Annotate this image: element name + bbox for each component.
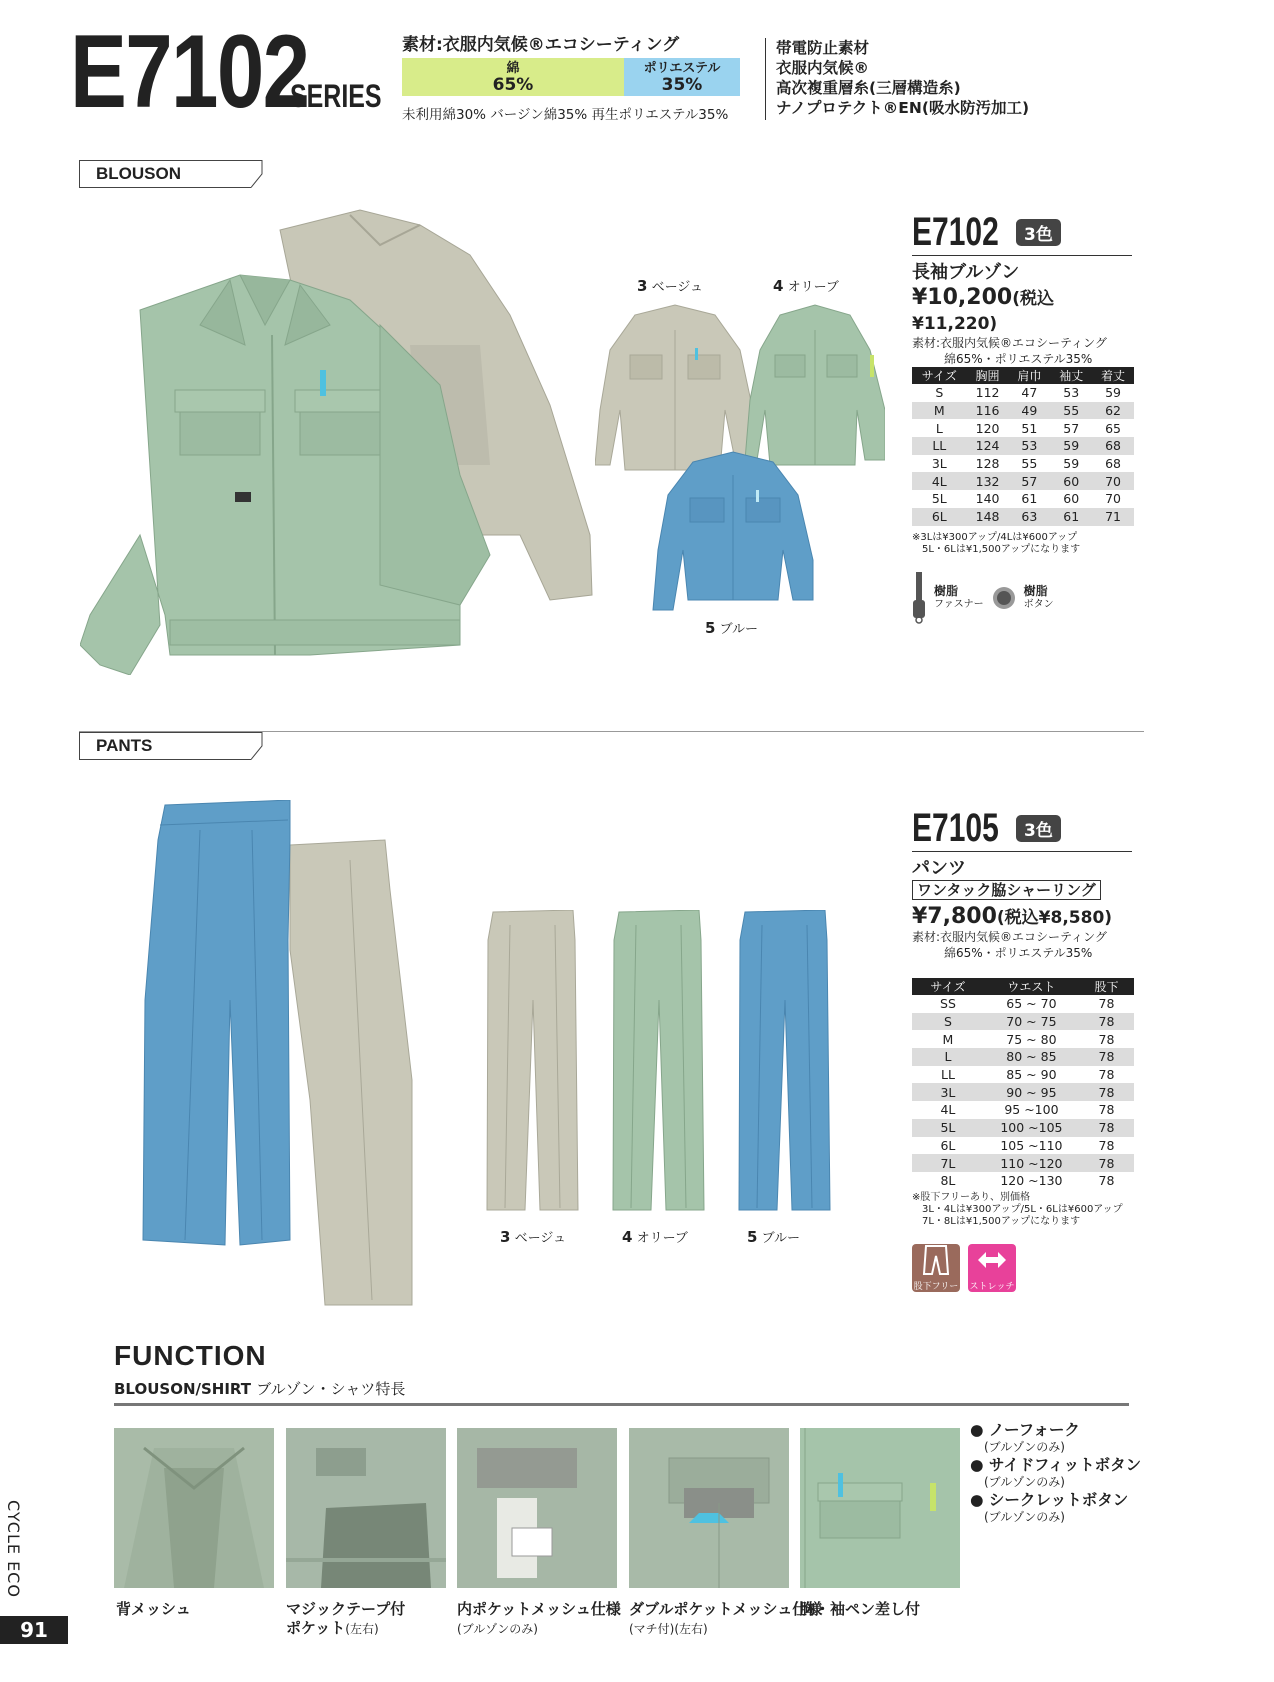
table-cell: 78 xyxy=(1098,1173,1115,1189)
blouson-blue-illustration xyxy=(648,450,823,615)
table-row xyxy=(912,1066,1134,1084)
table-cell: 6L xyxy=(940,1137,956,1153)
table-row xyxy=(912,472,1134,490)
table-cell: 78 xyxy=(1098,1102,1115,1118)
poly-pct: 35% xyxy=(661,75,703,95)
function-photo-double-pocket xyxy=(629,1428,789,1588)
function-caption-double-pocket: ダブルポケットメッシュ仕様 (マチ付)(左右) xyxy=(629,1600,823,1636)
blouson-variant-caption-4: 4 オリーブ xyxy=(773,277,839,295)
table-cell: 68 xyxy=(1092,437,1134,455)
pants-note-line: ※股下フリーあり、別価格 xyxy=(912,1192,1030,1203)
feature-item: ナノプロテクト®EN(吸水防汚加工) xyxy=(776,99,1030,117)
resin-fastener-label: 樹脂 ファスナー xyxy=(934,584,984,610)
table-cell: 70 xyxy=(1092,472,1134,490)
blouson-size-table xyxy=(912,367,1134,526)
table-cell: M xyxy=(942,1031,954,1047)
table-row xyxy=(912,419,1134,437)
table-cell: 78 xyxy=(1079,1013,1134,1031)
blouson-material: 素材:衣服内気候®エコシーティング xyxy=(912,336,1107,350)
table-cell: S xyxy=(912,1013,984,1031)
side-label: CYCLE ECO xyxy=(4,1500,23,1598)
table-row xyxy=(912,437,1134,455)
material-ratio-bar xyxy=(402,58,740,96)
pants-variant-caption-4: 4 オリーブ xyxy=(622,1228,688,1246)
pants-info xyxy=(912,808,1132,961)
table-header-cell: 股下 xyxy=(1079,978,1134,995)
resin-button-label: 樹脂 ボタン xyxy=(1023,584,1054,610)
table-row xyxy=(912,508,1134,526)
material-title: 素材:衣服内気候®エコシーティング xyxy=(402,35,680,55)
pants-tag-label: PANTS xyxy=(96,736,153,755)
table-row xyxy=(912,1083,1134,1101)
table-row xyxy=(912,384,1134,402)
table-cell: 75 ~ 80 xyxy=(1006,1031,1057,1047)
table-cell: 140 xyxy=(975,491,1000,507)
table-cell: 132 xyxy=(967,472,1009,490)
table-cell: 7L xyxy=(912,1154,984,1172)
table-header-cell: サイズ xyxy=(912,978,984,995)
table-cell: 62 xyxy=(1092,402,1134,420)
blouson-info xyxy=(912,212,1132,367)
material-note: 未利用綿30% バージン綿35% 再生ポリエステル35% xyxy=(402,107,729,123)
feature-list xyxy=(776,38,1029,118)
poly-label: ポリエステル xyxy=(643,61,721,76)
table-cell: SS xyxy=(940,996,956,1012)
header-divider xyxy=(765,38,766,120)
table-row xyxy=(912,455,1134,473)
table-cell: 59 xyxy=(1050,437,1092,455)
table-cell: 61 xyxy=(1021,491,1038,507)
function-subtitle-jp: ブルゾン・シャツ特長 xyxy=(256,1380,406,1398)
pants-blue-illustration xyxy=(737,910,832,1220)
blouson-price-value: ¥10,200 xyxy=(912,285,1013,310)
table-cell: 47 xyxy=(1021,385,1038,401)
table-cell: 4L xyxy=(940,1102,956,1118)
pants-note-line: 3L・4Lは¥300アップ/5L・6Lは¥600アップ xyxy=(922,1204,1123,1215)
table-cell: 55 xyxy=(1021,456,1038,472)
table-cell: 4L xyxy=(912,472,967,490)
pants-variant-caption-3: 3 ベージュ xyxy=(500,1228,567,1246)
table-cell: LL xyxy=(940,1067,955,1083)
table-header-cell: 胸囲 xyxy=(967,367,1009,384)
blouson-note-line: 5L・6Lは¥1,500アップになります xyxy=(922,544,1081,555)
poly-segment xyxy=(624,58,740,96)
table-row xyxy=(912,1030,1134,1048)
page-number: 91 xyxy=(0,1616,68,1644)
table-cell: 148 xyxy=(967,508,1009,526)
table-row xyxy=(912,1101,1134,1119)
free-inseam-label: 股下フリー有 xyxy=(913,1282,959,1305)
table-cell: 78 xyxy=(1079,1119,1134,1137)
table-cell: 6L xyxy=(912,508,967,526)
table-cell: 49 xyxy=(1008,402,1050,420)
table-cell: 65 xyxy=(1105,420,1122,436)
function-caption-inner-pocket: 内ポケットメッシュ仕様 (ブルゾンのみ) xyxy=(457,1600,621,1636)
table-cell: 80 ~ 85 xyxy=(984,1048,1079,1066)
blouson-code: E7102 xyxy=(912,210,999,254)
cotton-segment xyxy=(402,58,624,96)
blouson-price-tax: (税込¥11,220) xyxy=(912,289,1054,334)
table-cell: 112 xyxy=(975,385,1000,401)
table-row xyxy=(912,1154,1134,1172)
table-row xyxy=(912,1119,1134,1137)
cotton-label: 綿 xyxy=(506,61,520,76)
pants-olive-illustration xyxy=(611,910,706,1220)
blouson-color-badge: 3色 xyxy=(1016,219,1061,246)
table-cell: 128 xyxy=(975,456,1000,472)
pants-tag xyxy=(79,732,251,760)
pants-name: パンツ xyxy=(912,858,966,879)
pants-material-ratio: 綿65%・ポリエステル35% xyxy=(944,946,1093,960)
table-row xyxy=(912,1048,1134,1066)
blouson-tag xyxy=(79,160,251,188)
function-caption-pen-holder: 胸・袖ペン差し付 xyxy=(800,1600,921,1618)
table-cell: 61 xyxy=(1050,508,1092,526)
table-cell: 71 xyxy=(1092,508,1134,526)
free-inseam-icon xyxy=(912,1244,960,1305)
function-list-item: ● シークレットボタン (ブルゾンのみ) xyxy=(970,1491,1129,1524)
table-header-cell: 着丈 xyxy=(1092,367,1134,384)
pants-material: 素材:衣服内気候®エコシーティング xyxy=(912,930,1107,944)
table-cell: 68 xyxy=(1105,456,1122,472)
table-cell: S xyxy=(935,385,944,401)
pants-icons xyxy=(912,1244,1016,1305)
table-cell: 78 xyxy=(1098,1067,1115,1083)
feature-item: 高次複重層糸(三層構造糸) xyxy=(776,79,961,97)
function-subtitle xyxy=(114,1378,405,1399)
table-cell: 55 xyxy=(1050,402,1092,420)
function-caption-velcro-pocket: マジックテープ付 ポケット(左右) xyxy=(286,1600,406,1637)
pants-color-badge: 3色 xyxy=(1016,815,1061,842)
blouson-main-illustration xyxy=(80,205,600,675)
table-cell: 70 ~ 75 xyxy=(984,1013,1079,1031)
pants-subtitle: ワンタック脇シャーリング xyxy=(912,880,1101,900)
table-cell: 90 ~ 95 xyxy=(984,1083,1079,1101)
blouson-note xyxy=(912,532,1080,556)
table-cell: 3L xyxy=(912,1083,984,1101)
stretch-label: ストレッチ xyxy=(969,1282,1015,1292)
table-row xyxy=(912,995,1134,1013)
table-row xyxy=(912,1137,1134,1155)
feature-item: 帯電防止素材 xyxy=(776,39,870,57)
table-cell: 124 xyxy=(967,437,1009,455)
table-cell: 5L xyxy=(912,1119,984,1137)
blouson-variant-caption-5: 5 ブルー xyxy=(705,619,759,637)
table-cell: 59 xyxy=(1063,456,1080,472)
table-cell: 95 ~100 xyxy=(1004,1102,1059,1118)
zipper-icon xyxy=(912,572,926,624)
table-cell: 51 xyxy=(1021,420,1038,436)
blouson-price xyxy=(912,284,1132,335)
function-photo-velcro-pocket xyxy=(286,1428,446,1588)
pants-variant-caption-5: 5 ブルー xyxy=(747,1228,801,1246)
table-row xyxy=(912,490,1134,508)
button-icon xyxy=(992,586,1016,610)
blouson-note-line: ※3Lは¥300アップ/4Lは¥600アップ xyxy=(912,532,1078,543)
table-cell: 60 xyxy=(1063,491,1080,507)
table-row xyxy=(912,1013,1134,1031)
table-row xyxy=(912,1172,1134,1190)
table-cell: L xyxy=(912,1048,984,1066)
blouson-name: 長袖ブルゾン xyxy=(912,262,1020,283)
function-list-item: ● サイドフィットボタン (ブルゾンのみ) xyxy=(970,1456,1142,1489)
pants-main-illustration xyxy=(140,800,420,1310)
function-photo-back-mesh xyxy=(114,1428,274,1588)
pants-info-rule xyxy=(912,851,1132,852)
pants-note-line: 7L・8Lは¥1,500アップになります xyxy=(922,1216,1081,1227)
tag-corner-icon xyxy=(251,160,263,188)
blouson-icons xyxy=(912,572,1054,624)
table-cell: 53 xyxy=(1008,437,1050,455)
table-cell: 110 ~120 xyxy=(984,1154,1079,1172)
table-cell: 78 xyxy=(1098,1031,1115,1047)
table-cell: 120 ~130 xyxy=(1000,1173,1063,1189)
table-cell: 53 xyxy=(1063,385,1080,401)
pants-size-table xyxy=(912,978,1134,1190)
table-cell: LL xyxy=(912,437,967,455)
blouson-olive-illustration xyxy=(745,300,885,470)
pants-price-value: ¥7,800 xyxy=(912,904,997,929)
table-header-cell: 肩巾 xyxy=(1008,367,1050,384)
pants-beige-illustration xyxy=(485,910,580,1220)
table-cell: 78 xyxy=(1079,1048,1134,1066)
table-cell: 78 xyxy=(1098,996,1115,1012)
function-list-item: ● ノーフォーク (ブルゾンのみ) xyxy=(970,1421,1080,1454)
function-photo-pen-holder xyxy=(800,1428,960,1588)
feature-item: 衣服内気候® xyxy=(776,59,870,77)
pants-code: E7105 xyxy=(912,806,999,850)
table-cell: 78 xyxy=(1079,1083,1134,1101)
tag-corner-icon xyxy=(251,732,263,760)
pants-note xyxy=(912,1192,1123,1228)
function-photo-inner-pocket xyxy=(457,1428,617,1588)
series-word: SERIES xyxy=(290,78,382,114)
table-row xyxy=(912,402,1134,420)
table-cell: 60 xyxy=(1050,472,1092,490)
table-cell: 57 xyxy=(1063,420,1080,436)
cotton-pct: 65% xyxy=(492,75,534,95)
table-cell: 78 xyxy=(1098,1137,1115,1153)
table-cell: 59 xyxy=(1105,385,1122,401)
table-cell: 78 xyxy=(1079,1154,1134,1172)
table-cell: 116 xyxy=(967,402,1009,420)
blouson-info-rule xyxy=(912,255,1132,256)
function-rule xyxy=(114,1403,1129,1406)
function-title: FUNCTION xyxy=(114,1340,267,1371)
table-cell: 3L xyxy=(931,456,947,472)
table-cell: 70 xyxy=(1105,491,1122,507)
table-cell: 8L xyxy=(940,1173,956,1189)
function-caption-back-mesh: 背メッシュ xyxy=(116,1600,191,1618)
table-cell: M xyxy=(912,402,967,420)
table-header-cell: 袖丈 xyxy=(1050,367,1092,384)
table-cell: 65 ~ 70 xyxy=(1006,996,1057,1012)
blouson-tag-label: BLOUSON xyxy=(96,164,181,183)
series-number: E7102 xyxy=(70,14,309,130)
table-cell: 120 xyxy=(975,420,1000,436)
function-subtitle-en: BLOUSON/SHIRT xyxy=(114,1380,252,1398)
table-cell: 100 ~105 xyxy=(984,1119,1079,1137)
table-cell: 85 ~ 90 xyxy=(1006,1067,1057,1083)
table-cell: 63 xyxy=(1008,508,1050,526)
table-header-cell: ウエスト xyxy=(984,978,1079,995)
table-cell: 57 xyxy=(1008,472,1050,490)
table-cell: L xyxy=(935,420,943,436)
table-cell: 105 ~110 xyxy=(1000,1137,1063,1153)
function-feature-list xyxy=(970,1422,1141,1527)
table-cell: 5L xyxy=(931,491,947,507)
pants-price-tax: (税込¥8,580) xyxy=(996,908,1113,928)
blouson-material-ratio: 綿65%・ポリエステル35% xyxy=(944,352,1093,366)
table-header-cell: サイズ xyxy=(912,367,967,384)
pants-price xyxy=(912,903,1132,929)
blouson-variant-caption-3: 3 ベージュ xyxy=(637,277,704,295)
stretch-icon xyxy=(968,1244,1016,1292)
